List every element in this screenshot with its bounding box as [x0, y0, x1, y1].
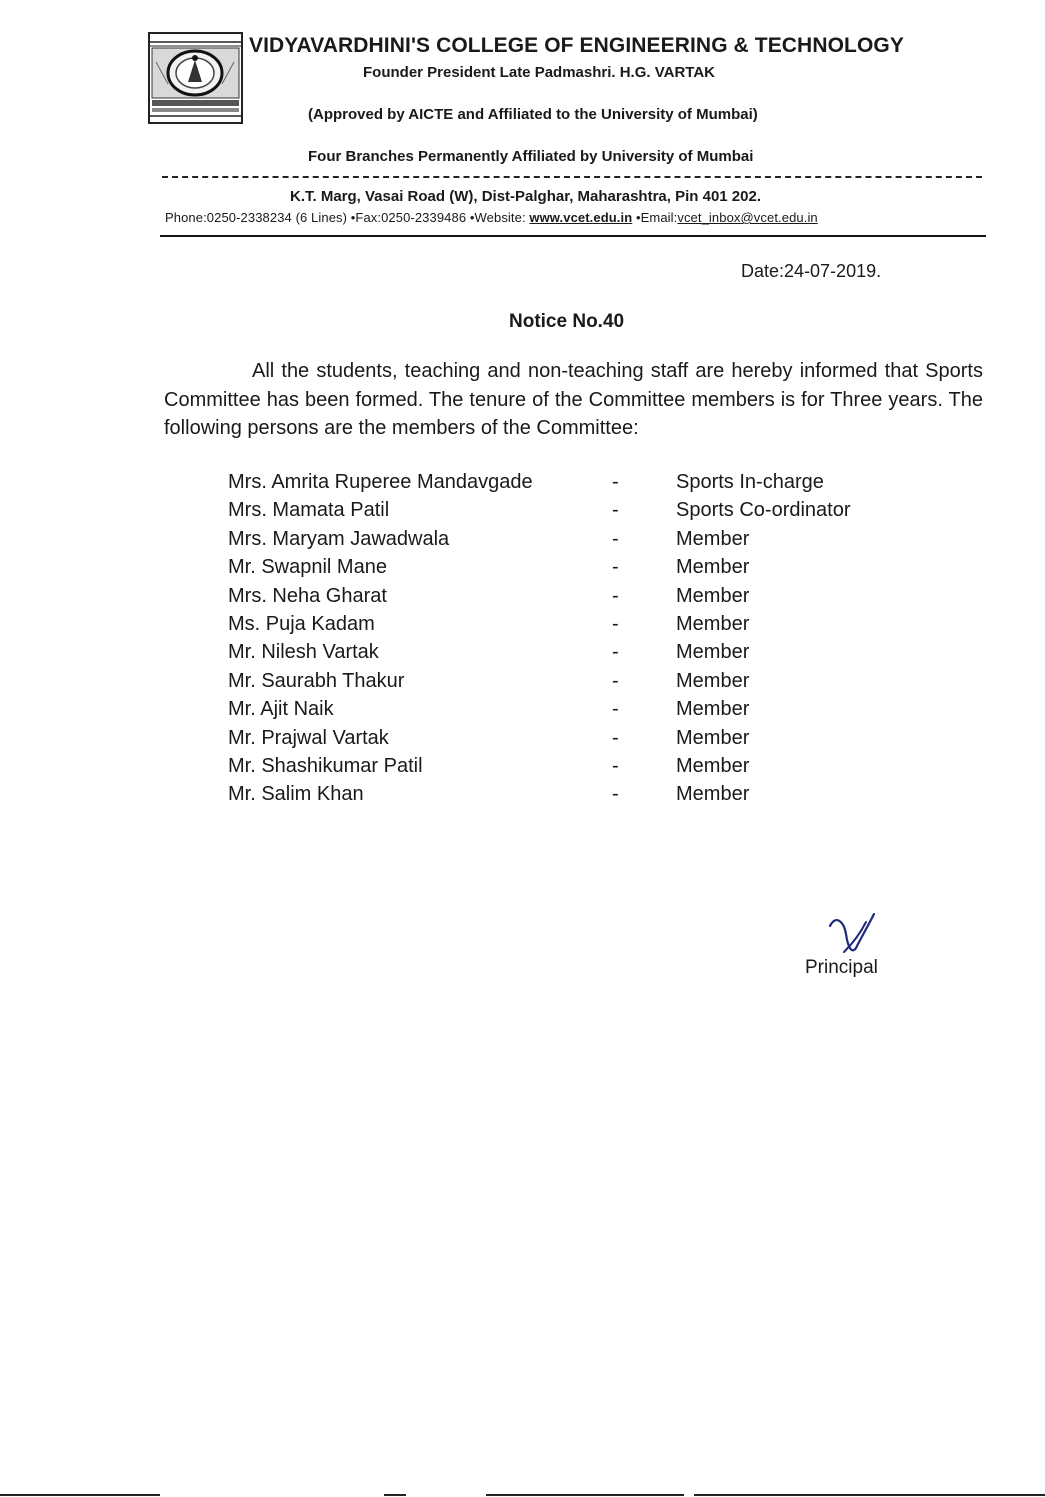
member-dash: - — [612, 499, 619, 522]
member-role: Member — [676, 669, 750, 692]
college-logo — [148, 32, 243, 124]
member-dash: - — [612, 754, 619, 777]
member-dash: - — [612, 612, 619, 635]
college-name: VIDYAVARDHINI'S COLLEGE OF ENGINEERING & TECHNOLOGY — [249, 34, 904, 57]
member-row — [228, 585, 928, 613]
website-link[interactable]: www.vcet.edu.in — [529, 210, 633, 225]
principal-signature — [822, 904, 882, 964]
member-role: Member — [676, 527, 750, 550]
notice-title: Notice No.40 — [509, 311, 625, 332]
member-role: Sports In-charge — [676, 471, 824, 493]
member-dash: - — [612, 556, 619, 579]
member-role: Member — [676, 641, 750, 664]
footer-rule — [486, 1494, 684, 1496]
member-name: Mrs. Neha Gharat — [228, 584, 387, 607]
member-name: Mrs. Maryam Jawadwala — [228, 527, 450, 550]
member-name: Mrs. Amrita Ruperee Mandavgade — [228, 471, 533, 493]
header-divider — [160, 235, 986, 237]
footer-rule — [0, 1494, 160, 1496]
member-name: Mr. Prajwal Vartak — [228, 726, 389, 749]
notice-intro: All the students, teaching and non-teaching staff are hereby informed that Sports Committee has been formed. The tenure of the Committee members is for Three years. The following persons are the members of the Committee: — [164, 360, 983, 439]
email-link[interactable]: vcet_inbox@vcet.edu.in — [677, 210, 818, 225]
member-dash: - — [612, 471, 619, 493]
member-row — [228, 698, 928, 726]
member-role: Member — [676, 584, 750, 607]
member-name: Mr. Ajit Naik — [228, 698, 334, 721]
member-row — [228, 670, 928, 698]
member-name: Mr. Nilesh Vartak — [228, 641, 379, 664]
member-role: Member — [676, 698, 750, 721]
member-role: Member — [676, 754, 750, 777]
member-dash: - — [612, 726, 619, 749]
footer-rule — [384, 1494, 406, 1496]
address-line: K.T. Marg, Vasai Road (W), Dist-Palghar, Maharashtra, Pin 401 202. — [290, 188, 761, 205]
email-label: •Email: — [632, 210, 678, 225]
member-row — [228, 471, 928, 499]
member-row — [228, 727, 928, 755]
approval-line: (Approved by AICTE and Affiliated to the University of Mumbai) — [308, 106, 758, 123]
member-row — [228, 613, 928, 641]
member-role: Member — [676, 612, 750, 635]
member-role: Member — [676, 556, 750, 579]
member-row — [228, 641, 928, 669]
phone-fax-text: Phone:0250-2338234 (6 Lines) •Fax:0250-2339486 •Website: — [165, 210, 530, 225]
member-row — [228, 528, 928, 556]
founder-line: Founder President Late Padmashri. H.G. VARTAK — [363, 64, 716, 81]
member-name: Mr. Saurabh Thakur — [228, 669, 405, 692]
notice-date: Date:24-07-2019. — [741, 261, 882, 281]
member-row — [228, 755, 928, 783]
member-row — [228, 783, 928, 811]
member-role: Member — [676, 726, 750, 749]
member-row — [228, 556, 928, 584]
member-dash: - — [612, 783, 619, 806]
contact-line — [165, 210, 818, 225]
member-role: Sports Co-ordinator — [676, 499, 851, 522]
member-dash: - — [612, 584, 619, 607]
member-dash: - — [612, 641, 619, 664]
member-row — [228, 499, 928, 527]
member-name: Mr. Swapnil Mane — [228, 556, 387, 579]
signatory-title: Principal — [805, 957, 878, 978]
member-dash: - — [612, 527, 619, 550]
member-name: Mr. Shashikumar Patil — [228, 754, 423, 777]
member-dash: - — [612, 698, 619, 721]
footer-rule — [694, 1494, 1045, 1496]
member-name: Ms. Puja Kadam — [228, 612, 375, 635]
member-dash: - — [612, 669, 619, 692]
member-list — [228, 471, 928, 812]
dashed-divider — [162, 176, 982, 178]
member-name: Mrs. Mamata Patil — [228, 499, 390, 522]
branches-line: Four Branches Permanently Affiliated by University of Mumbai — [308, 148, 754, 165]
member-name: Mr. Salim Khan — [228, 783, 364, 806]
member-role: Member — [676, 783, 750, 806]
